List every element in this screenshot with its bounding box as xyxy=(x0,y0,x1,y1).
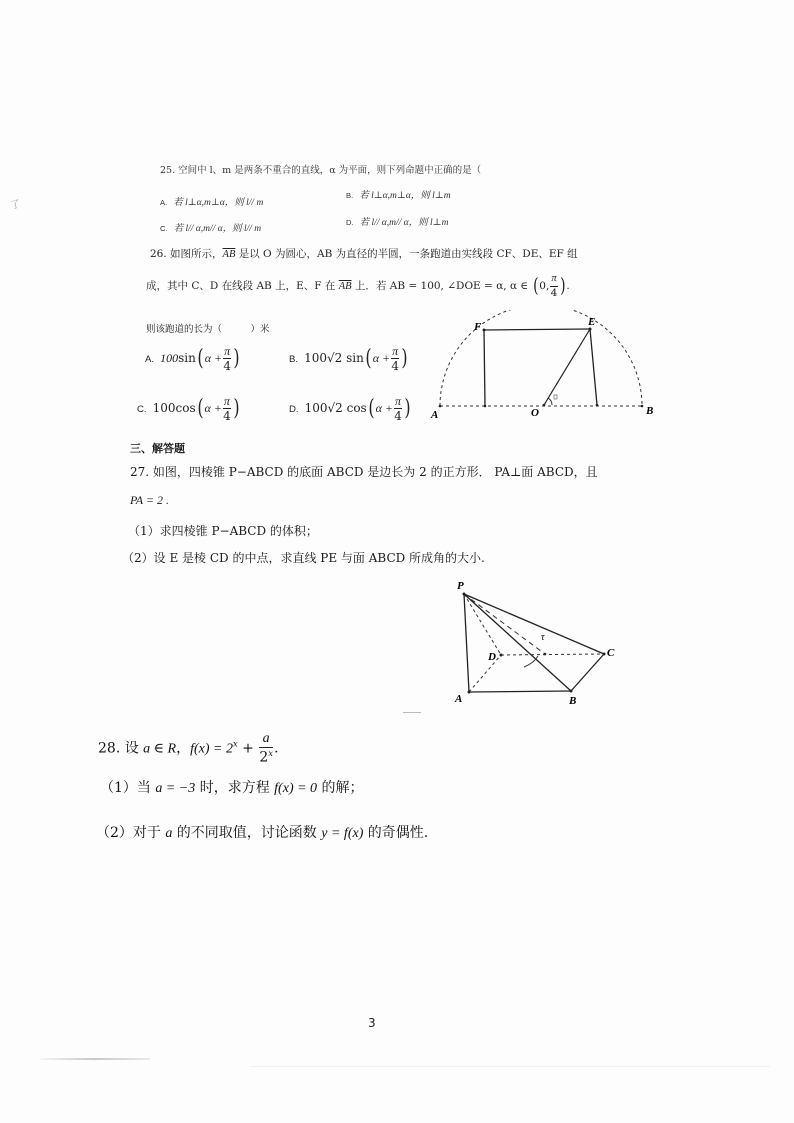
frac-num: π xyxy=(224,344,231,358)
period: . xyxy=(274,740,279,757)
q26-option-c xyxy=(137,395,241,422)
label-b: B xyxy=(569,695,577,707)
segment-oe xyxy=(544,329,590,405)
open-paren: ( xyxy=(368,395,375,422)
open-paren: ( xyxy=(196,395,204,422)
q27-part-2: （2）设 E 是棱 CD 的中点，求直线 PE 与面 ABCD 所成角的大小. xyxy=(122,551,485,565)
interval-left: 0, xyxy=(539,280,550,292)
arg: α + xyxy=(375,401,394,415)
q28-part-2 xyxy=(96,822,428,842)
q25-option-c-label: C. xyxy=(160,224,168,233)
frac-num: π xyxy=(392,344,399,358)
q25-option-d-text: 若 l// α,m// α，则 l⊥m xyxy=(359,218,449,228)
interval-fraction xyxy=(550,274,557,298)
exponent: x xyxy=(232,738,238,749)
coef: 100 xyxy=(160,351,179,365)
edge-dc xyxy=(501,654,604,655)
q26-arc-ab: $\overline{AB}$ xyxy=(222,249,236,260)
label-f: F xyxy=(474,321,482,333)
close-paren: ) xyxy=(233,395,240,422)
open-paren: ( xyxy=(197,345,204,372)
edge-bc xyxy=(571,654,604,691)
frac-den: 4 xyxy=(391,359,399,373)
label-c: C xyxy=(607,647,615,659)
coef: 100√2 xyxy=(304,401,343,415)
q26-condition: 上．若 AB = 100, ∠DOE = α, α ∈ xyxy=(351,280,532,292)
q26-line-2-text: 成，其中 C、D 在线段 AB 上，E、F 在 xyxy=(146,280,339,292)
frac-den: 4 xyxy=(223,359,231,373)
q26-number: 26. 如图所示， xyxy=(150,248,223,260)
frac-num: π xyxy=(550,274,557,287)
q26-line-1 xyxy=(150,246,578,261)
part1-condition: a = −3 xyxy=(155,781,196,796)
frac-den: 4 xyxy=(223,409,231,423)
fn: cos xyxy=(175,401,196,415)
scan-smudge xyxy=(403,712,421,713)
fn: cos xyxy=(346,401,367,415)
coef: 100 xyxy=(152,401,176,415)
separator: ， xyxy=(176,740,191,757)
part1-mid: 时，求方程 xyxy=(195,780,275,796)
frac-den: 4 xyxy=(394,409,402,423)
handwritten-mark: τ xyxy=(541,632,545,643)
label-o: O xyxy=(531,407,539,419)
part2-a: a xyxy=(165,826,173,841)
q25-option-c-text: 若 l// α,m// α，则 l// m xyxy=(173,224,262,234)
fraction xyxy=(394,395,402,422)
page-number: 3 xyxy=(368,1016,376,1030)
angle-label-box xyxy=(554,395,557,399)
scan-line-left xyxy=(40,1058,150,1060)
q26-semicircle-figure xyxy=(425,310,665,420)
segment-fe xyxy=(484,329,590,330)
frac-num: π xyxy=(223,394,230,408)
fn: sin xyxy=(178,351,196,365)
q26-option-a-label: A. xyxy=(145,354,155,365)
edge-ab xyxy=(469,691,571,692)
q26-option-c-label: C. xyxy=(137,404,147,415)
q26-option-a xyxy=(145,345,241,372)
edge-pb xyxy=(464,594,571,691)
label-a: A xyxy=(455,693,463,705)
q25-option-b-label: B. xyxy=(346,191,354,200)
q26-option-b-label: B. xyxy=(289,354,299,365)
q25-stem: 25. 空间中 l、m 是两条不重合的直线，α 为平面，则下列命题中正确的是（ xyxy=(160,165,482,176)
q26-arc-ab-2: $\overline{AB}$ xyxy=(338,281,352,292)
arg: α + xyxy=(204,351,223,365)
scan-line-right xyxy=(250,1066,770,1067)
label-b: B xyxy=(646,405,654,417)
edge-pc xyxy=(464,594,604,654)
q28-condition: a ∈ R xyxy=(143,741,177,757)
q25-option-a xyxy=(160,194,263,208)
part1-prefix: （1）当 xyxy=(100,780,156,796)
q25-option-b xyxy=(346,187,451,201)
angle-arc xyxy=(548,398,552,405)
part2-mid: 的不同取值，讨论函数 xyxy=(172,825,322,841)
q27-line-1: 27. 如图，四棱锥 P−ABCD 的底面 ABCD 是边长为 2 的正方形． PA⊥面 ABCD，且 xyxy=(130,465,598,479)
margin-mark: 了 xyxy=(9,198,22,213)
q27-pyramid-figure xyxy=(440,575,630,715)
arg: α + xyxy=(204,401,222,415)
q25-option-d-label: D. xyxy=(346,218,354,227)
q25-option-d xyxy=(346,214,448,228)
fraction xyxy=(223,345,231,372)
q28-number: 28. 设 xyxy=(98,740,144,757)
part2-end: 的奇偶性. xyxy=(363,825,429,841)
frac-den: 2 xyxy=(259,749,269,766)
q28-part-1 xyxy=(100,777,364,797)
q28-fraction xyxy=(259,732,273,765)
label-a: A xyxy=(431,409,439,420)
label-d: D xyxy=(488,651,496,663)
part1-equation: f(x) = 0 xyxy=(274,781,318,796)
open-paren: ( xyxy=(532,273,539,298)
edge-pa xyxy=(464,594,469,692)
q26-line-3: 则该跑道的长为（ ）米 xyxy=(146,324,270,335)
close-paren: ) xyxy=(233,345,240,372)
q27-line-2: PA = 2 . xyxy=(130,493,169,507)
q26-option-b xyxy=(289,345,409,372)
frac-den: 4 xyxy=(550,286,558,299)
part1-end: 的解； xyxy=(317,780,364,796)
part2-equation: y = f(x) xyxy=(321,826,364,841)
label-e: E xyxy=(588,316,596,328)
handwritten-arc xyxy=(524,656,538,667)
close-paren: ) xyxy=(404,395,411,422)
label-p: P xyxy=(457,580,464,592)
q26-option-d xyxy=(289,395,412,422)
open-paren: ( xyxy=(365,345,372,372)
function-def: f(x) = 2 xyxy=(190,741,233,757)
section-title: 三、解答题 xyxy=(130,442,185,455)
part2-prefix: （2）对于 xyxy=(96,825,166,841)
frac-num: π xyxy=(395,394,402,408)
q25-option-a-text: 若 l⊥α,m⊥α，则 l// m xyxy=(173,198,264,208)
arg: α + xyxy=(372,351,391,365)
semicircle-arc xyxy=(440,310,642,406)
frac-num: a xyxy=(259,732,273,748)
fn: sin xyxy=(346,351,364,365)
q26-option-d-label: D. xyxy=(289,404,299,415)
q25-option-c xyxy=(160,220,261,234)
plus: + xyxy=(237,740,259,757)
fraction xyxy=(223,395,231,422)
den-exponent: x xyxy=(268,748,273,758)
q25-option-a-label: A. xyxy=(160,198,168,207)
q26-line-2: 成，其中 C、D 在线段 AB 上，E、F 在 $\overline{AB}$ 上．若 AB = 100, ∠DOE = α, α ∈ (0, $\frac{\pi}{4}$ ). xyxy=(146,273,570,299)
close-paren: ) xyxy=(559,273,566,298)
q26-line-1-text: 是以 O 为圆心，AB 为直径的半圆，一条跑道由实线段 CF、DE、EF 组 xyxy=(235,248,578,260)
edge-pd xyxy=(464,594,501,655)
q27-part-1: （1）求四棱锥 P−ABCD 的体积； xyxy=(128,524,318,538)
fraction xyxy=(391,345,399,372)
q28-line-1 xyxy=(98,732,278,765)
close-paren: ) xyxy=(401,345,408,372)
edge-ad xyxy=(469,655,501,692)
coef: 100√2 xyxy=(304,351,343,365)
segment-de xyxy=(590,329,597,405)
segment-cf xyxy=(484,330,485,406)
q25-option-b-text: 若 l⊥α,m⊥α，则 l⊥m xyxy=(359,191,451,201)
